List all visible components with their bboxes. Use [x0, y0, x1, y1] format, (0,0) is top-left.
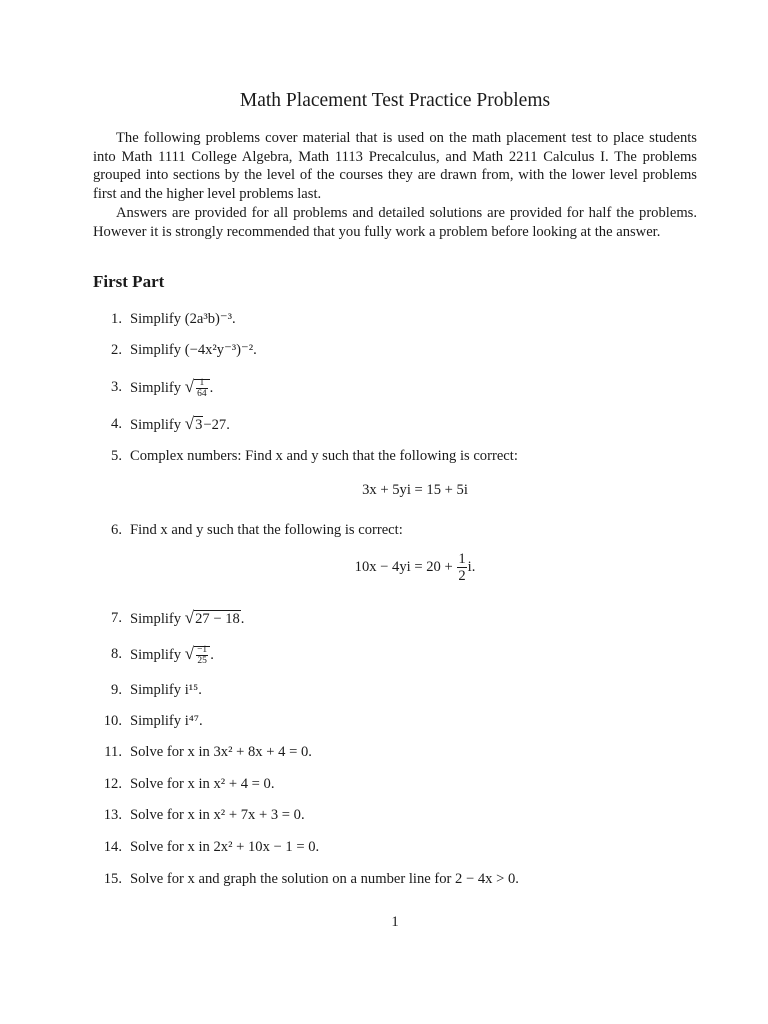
problem-number: 9.	[111, 682, 122, 698]
problem-number: 3.	[111, 379, 122, 395]
problem-text: Solve for x in x² + 7x + 3 = 0.	[130, 807, 305, 823]
fraction-numerator: 1	[458, 551, 466, 567]
display-equation: 3x + 5yi = 15 + 5i	[362, 482, 468, 498]
radicand: 3	[195, 417, 203, 433]
problem-suffix: .	[209, 380, 214, 396]
page-title: Math Placement Test Practice Problems	[239, 90, 551, 111]
equation-right: i.	[467, 558, 476, 575]
problem-item	[0, 519, 768, 541]
problem-number: 4.	[111, 416, 122, 432]
problem-item	[0, 710, 768, 732]
problem-item	[0, 607, 768, 629]
problem-prefix: Simplify	[130, 611, 185, 627]
problem-text: Solve for x and graph the solution on a number line for 2 − 4x > 0.	[130, 871, 519, 887]
problem-item	[0, 643, 768, 665]
equation-left: 10x − 4yi = 20 +	[354, 558, 457, 575]
problem-number: 11.	[104, 744, 122, 760]
problem-prefix: Simplify	[130, 647, 185, 663]
fraction	[196, 645, 208, 666]
problem-text: Solve for x in x² + 4 = 0.	[130, 776, 275, 792]
fraction-denominator: 64	[197, 389, 207, 400]
problem-suffix: .	[240, 611, 245, 627]
fraction-numerator: −1	[197, 645, 208, 656]
problem-number: 6.	[111, 522, 122, 538]
problem-item	[0, 413, 768, 435]
fraction-denominator: 25	[197, 656, 207, 667]
square-root: √3	[184, 414, 203, 433]
problem-number: 1.	[111, 311, 122, 327]
problem-text: Find x and y such that the following is correct:	[130, 522, 403, 538]
page-number: 1	[391, 914, 399, 930]
problem-number: 14.	[103, 839, 122, 855]
problem-number: 2.	[111, 342, 122, 358]
problem-text: Complex numbers: Find x and y such that the following is correct:	[130, 448, 518, 464]
problem-number: 5.	[111, 448, 122, 464]
problem-text: Simplify i⁴⁷.	[130, 713, 203, 729]
square-root: √ $\frac{-1}{25}$	[185, 647, 210, 663]
problem-item	[0, 741, 768, 763]
problem-text: Simplify (2a³b)⁻³.	[130, 311, 236, 327]
square-root: √27 − 18	[184, 608, 240, 627]
fraction	[457, 551, 466, 584]
problem-prefix: Simplify	[130, 380, 185, 396]
problem-suffix: .	[210, 647, 214, 663]
problem-item	[0, 308, 768, 330]
problem-text	[130, 643, 214, 666]
problem-text	[130, 607, 244, 630]
display-equation	[0, 551, 768, 584]
problem-item	[0, 679, 768, 701]
problem-number: 13.	[103, 807, 122, 823]
fraction	[196, 378, 208, 399]
problem-item	[0, 868, 768, 890]
problem-suffix: −27.	[203, 417, 230, 433]
fraction-denominator: 2	[458, 568, 466, 584]
radicand: 27 − 18	[195, 611, 240, 627]
problem-item	[0, 445, 768, 467]
problem-number: 15.	[103, 871, 122, 887]
fraction-numerator: 1	[196, 378, 208, 389]
problem-text	[130, 413, 230, 436]
problem-text: Simplify i¹⁵.	[130, 682, 202, 698]
problem-number: 10.	[103, 713, 122, 729]
problem-prefix: Simplify	[130, 417, 185, 433]
intro-paragraph-1: The following problems cover material that is used on the math placement test to place students into Math 1111 College Algebra, Math 1113 Precalculus, and Math 2211 Calculus I. The problems grouped into sections by the level of the courses they are drawn from, with the lower level problems first and the higher level problems last.	[93, 130, 697, 203]
problem-item	[0, 804, 768, 826]
section-heading: First Part	[93, 272, 165, 291]
problem-number: 7.	[111, 610, 122, 626]
problem-item	[0, 339, 768, 361]
square-root: √ $\frac{1}{64}$	[185, 380, 210, 396]
intro-text	[93, 129, 697, 241]
problem-number: 12.	[103, 776, 122, 792]
problem-item	[0, 376, 768, 398]
problem-text: Simplify (−4x²y⁻³)⁻².	[130, 342, 257, 358]
problem-text	[130, 376, 213, 399]
problem-item	[0, 773, 768, 795]
intro-paragraph-2: Answers are provided for all problems and detailed solutions are provided for half the problems. However it is strongly recommended that you fully work a problem before looking at the answer.	[93, 204, 697, 240]
problem-item	[0, 836, 768, 858]
problem-number: 8.	[111, 646, 122, 662]
problem-text: Solve for x in 2x² + 10x − 1 = 0.	[130, 839, 320, 855]
problem-text: Solve for x in 3x² + 8x + 4 = 0.	[130, 744, 312, 760]
